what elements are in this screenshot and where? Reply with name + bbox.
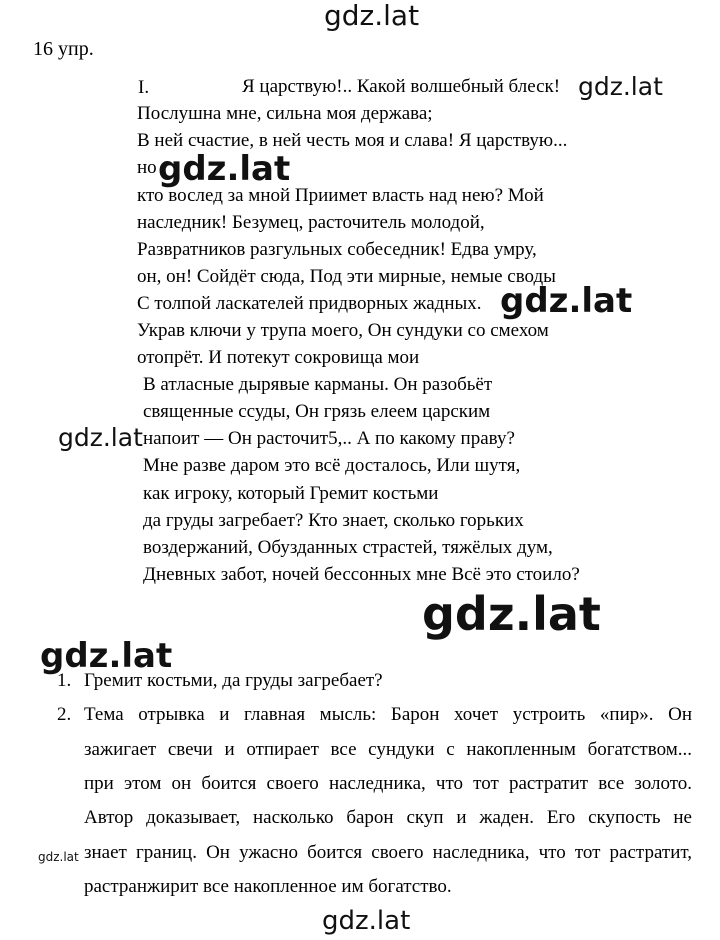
- answer-number: 2.: [57, 704, 72, 725]
- section-number: I.: [138, 77, 150, 98]
- watermark: gdz.lat: [40, 636, 173, 676]
- answer-line: Автор доказывает, насколько барон скуп и жаден. Его скупость не: [84, 807, 692, 828]
- watermark: gdz.lat: [578, 72, 663, 101]
- poem-line: да груды загребает? Кто знает, сколько горьких: [143, 510, 524, 531]
- poem-line: Послушна мне, сильна моя держава;: [137, 103, 433, 124]
- poem-line: Дневных забот, ночей бессонных мне Всё это стоило?: [143, 564, 580, 585]
- answer-text: Гремит костьми, да груды загребает?: [84, 670, 383, 691]
- poem-line: отопрёт. И потекут сокровища мои: [137, 347, 420, 368]
- answer-line: Тема отрывка и главная мысль: Барон хочет устроить «пир». Он: [84, 704, 692, 725]
- watermark: gdz.lat: [158, 149, 291, 189]
- poem-line: В ней счастие, в ней честь моя и слава! Я царствую...: [137, 130, 568, 151]
- poem-line: С толпой ласкателей придворных жадных.: [137, 293, 482, 314]
- answer-number: 1.: [57, 670, 72, 691]
- poem-line: Украв ключи у трупа моего, Он сундуки со смехом: [137, 320, 549, 341]
- answer-line: знает границ. Он ужасно боится своего наследника, что тот растратит,: [84, 842, 692, 863]
- poem-line: но: [137, 157, 157, 178]
- exercise-label: 16 упр.: [33, 38, 94, 60]
- poem-line: Я царствую!.. Какой волшебный блеск!: [242, 76, 561, 97]
- answer-line: при этом он боится своего наследника, что тот растратит все золото.: [84, 773, 692, 794]
- poem-line: воздержаний, Обузданных страстей, тяжёлых дум,: [143, 537, 553, 558]
- poem-line: наследник! Безумец, расточитель молодой,: [137, 212, 485, 233]
- poem-line: В атласные дырявые карманы. Он разобьёт: [143, 374, 493, 395]
- watermark: gdz.lat: [58, 423, 143, 452]
- poem-line: Мне разве даром это всё досталось, Или шутя,: [143, 455, 521, 476]
- watermark: gdz.lat: [38, 850, 79, 864]
- watermark: gdz.lat: [322, 906, 411, 936]
- poem-line: как игроку, который Гремит костьми: [143, 483, 439, 504]
- poem-line: Развратников разгульных собеседник! Едва умру,: [137, 239, 537, 260]
- poem-line: напоит — Он расточит5,.. А по какому праву?: [143, 428, 515, 449]
- answer-line: растранжирит все накопленное им богатство.: [84, 876, 452, 897]
- watermark: gdz.lat: [500, 281, 633, 321]
- poem-line: он, он! Сойдёт сюда, Под эти мирные, немые своды: [137, 266, 556, 287]
- poem-line: священные ссуды, Он грязь елеем царским: [143, 401, 491, 422]
- watermark: gdz.lat: [324, 0, 420, 32]
- answer-line: зажигает свечи и отпирает все сундуки с накопленным богатством...: [84, 739, 692, 760]
- poem-line: кто вослед за мной Приимет власть над нею? Мой: [137, 185, 544, 206]
- watermark: gdz.lat: [422, 587, 601, 641]
